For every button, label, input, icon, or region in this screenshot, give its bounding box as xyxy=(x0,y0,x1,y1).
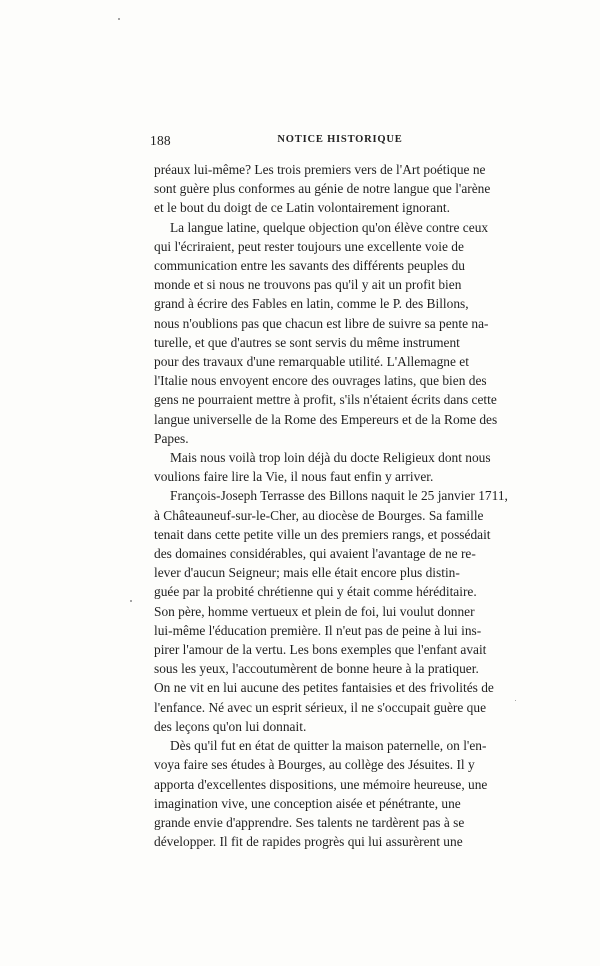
page-header xyxy=(150,133,450,153)
text-line: La langue latine, quelque objection qu'on élève contre ceux xyxy=(170,219,489,235)
paragraph xyxy=(154,218,498,448)
text-line: tenait dans cette petite ville un des premiers rangs, et possédait xyxy=(154,526,491,542)
text-line: communication entre les savants des différents peuples du xyxy=(154,258,465,274)
paragraph xyxy=(154,160,491,218)
text-line: préaux lui-même? Les trois premiers vers de l'Art poétique ne xyxy=(154,162,486,177)
text-line: sont guère plus conformes au génie de notre langue que l'arène xyxy=(154,181,491,197)
text-line: voulions faire lire la Vie, il nous faut enfin y arriver. xyxy=(154,469,434,485)
text-line: l'Italie nous envoyent encore des ouvrages latins, que bien des xyxy=(154,373,487,389)
text-line: à Châteauneuf-sur-le-Cher, au diocèse de Bourges. Sa famille xyxy=(154,507,484,523)
paragraph xyxy=(154,448,491,486)
text-line: François-Joseph Terrasse des Billons naquit le 25 janvier 1711, xyxy=(170,488,508,504)
text-line: langue universelle de la Rome des Empereurs et de la Rome des xyxy=(154,411,498,427)
paper-speck xyxy=(130,600,132,602)
text-line: des leçons qu'on lui donnait. xyxy=(154,718,307,734)
text-line: Papes. xyxy=(154,430,189,446)
text-line: Mais nous voilà trop loin déjà du docte Religieux dont nous xyxy=(170,450,491,466)
text-line: sous les yeux, l'accoutumèrent de bonne heure à la pratiquer. xyxy=(154,661,479,677)
paper-speck xyxy=(515,700,516,701)
text-line: apporta d'excellentes dispositions, une mémoire heureuse, une xyxy=(154,776,488,792)
body-text xyxy=(154,160,508,851)
text-line: grande envie d'apprendre. Ses talents ne tardèrent pas à se xyxy=(154,814,465,830)
text-line: pirer l'amour de la vertu. Les bons exemples que l'enfant avait xyxy=(154,642,487,658)
text-line: qui l'écriraient, peut rester toujours une excellente voie de xyxy=(154,238,464,254)
text-line: nous n'oublions pas que chacun est libre de suivre sa pente na- xyxy=(154,315,489,331)
text-line: lever d'aucun Seigneur; mais elle était encore plus distin- xyxy=(154,565,460,581)
text-line: imagination vive, une conception aisée et pénétrante, une xyxy=(154,795,461,811)
text-line: et le bout du doigt de ce Latin volontairement ignorant. xyxy=(154,200,450,216)
text-line: Dès qu'il fut en état de quitter la maison paternelle, on l'en- xyxy=(170,738,487,754)
text-line: développer. Il fit de rapides progrès qui lui assurèrent une xyxy=(154,834,463,850)
text-line: Son père, homme vertueux et plein de foi, lui voulut donner xyxy=(154,603,475,619)
text-line: des domaines considérables, qui avaient l'avantage de ne re- xyxy=(154,546,476,562)
page-number: 188 xyxy=(150,133,171,148)
running-title: NOTICE HISTORIQUE xyxy=(277,134,403,145)
text-line: On ne vit en lui aucune des petites fantaisies et des frivolités de xyxy=(154,680,494,696)
text-line: gens ne pourraient mettre à profit, s'ils n'étaient écrits dans cette xyxy=(154,392,497,408)
text-line: voya faire ses études à Bourges, au collège des Jésuites. Il y xyxy=(154,757,475,773)
paragraph xyxy=(154,736,488,851)
text-line: grand à écrire des Fables en latin, comme le P. des Billons, xyxy=(154,296,469,312)
paragraph xyxy=(154,486,508,736)
text-line: guée par la probité chrétienne qui y était comme héréditaire. xyxy=(154,584,477,600)
text-line: turelle, et que d'autres se sont servis du même instrument xyxy=(154,334,460,350)
text-line: monde et si nous ne trouvons pas qu'il y ait un profit bien xyxy=(154,277,462,293)
text-line: pour des travaux d'une remarquable utilité. L'Allemagne et xyxy=(154,354,469,370)
paper-speck xyxy=(118,18,120,20)
text-line: lui-même l'éducation première. Il n'eut pas de peine à lui ins- xyxy=(154,622,482,638)
text-line: l'enfance. Né avec un esprit sérieux, il ne s'occupait guère que xyxy=(154,699,487,715)
